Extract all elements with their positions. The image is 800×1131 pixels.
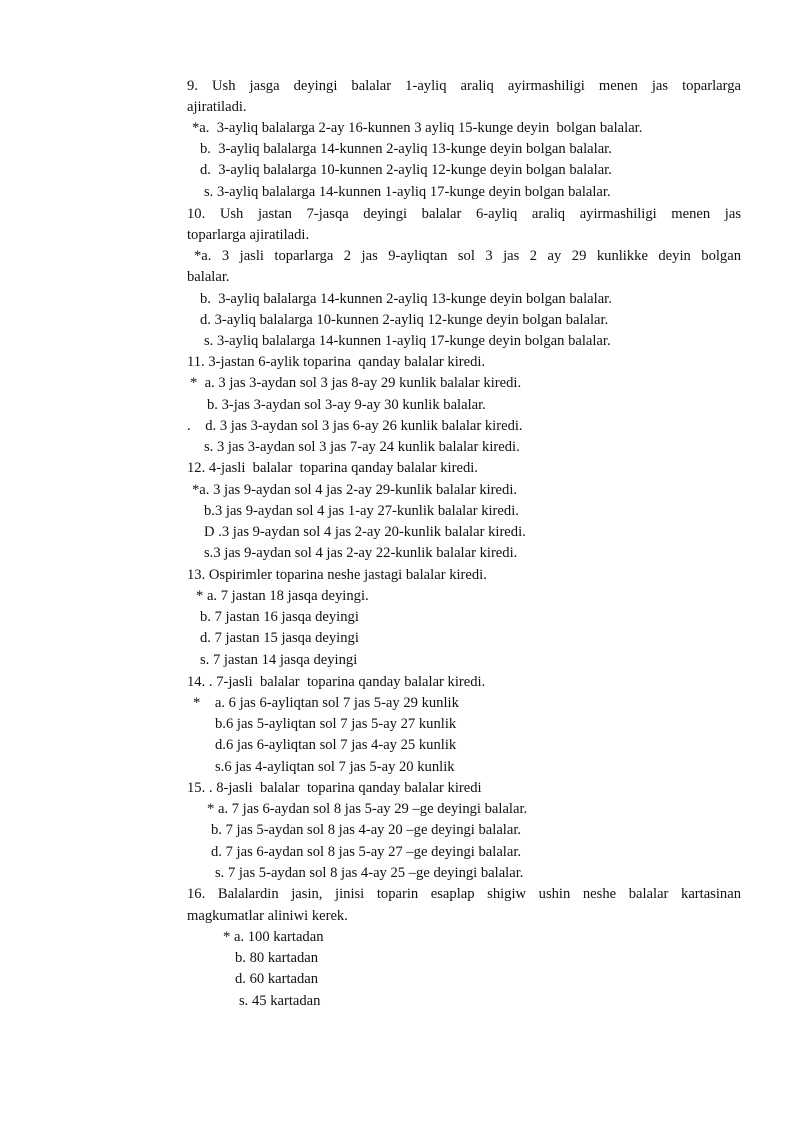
question-11-option-a: * a. 3 jas 3-aydan sol 3 jas 8-ay 29 kunlik balalar kiredi. <box>190 375 522 391</box>
question-15-option-a: * a. 7 jas 6-aydan sol 8 jas 5-ay 29 –ge deyingi balalar. <box>207 801 528 817</box>
question-12-option-b: b.3 jas 9-aydan sol 4 jas 1-ay 27-kunlik balalar kiredi. <box>204 503 519 519</box>
question-14-option-b: b.6 jas 5-ayliqtan sol 7 jas 5-ay 27 kunlik <box>215 716 457 732</box>
question-12-stem: 12. 4-jasli balalar toparina qanday balalar kiredi. <box>187 460 478 476</box>
question-10-stem-line-2: toparlarga ajiratiladi. <box>187 227 310 243</box>
question-14-stem: 14. . 7-jasli balalar toparina qanday balalar kiredi. <box>187 674 486 690</box>
question-14-option-s: s.6 jas 4-ayliqtan sol 7 jas 5-ay 20 kunlik <box>215 759 455 775</box>
question-13-stem: 13. Ospirimler toparina neshe jastagi balalar kiredi. <box>187 567 487 583</box>
question-11-option-b: b. 3-jas 3-aydan sol 3-ay 9-ay 30 kunlik balalar. <box>207 397 486 413</box>
question-16-option-b: b. 80 kartadan <box>235 950 319 966</box>
question-16-stem-line-2: magkumatlar aliniwi kerek. <box>187 908 348 924</box>
question-12-option-s: s.3 jas 9-aydan sol 4 jas 2-ay 22-kunlik balalar kiredi. <box>204 545 518 561</box>
question-9-stem-line-1: 9. Ush jasga deyingi balalar 1-ayliq araliq ayirmashiligi menen jas toparlarga <box>187 78 741 94</box>
question-15-option-s: s. 7 jas 5-aydan sol 8 jas 4-ay 25 –ge deyingi balalar. <box>215 865 524 881</box>
question-14-option-a: * a. 6 jas 6-ayliqtan sol 7 jas 5-ay 29 kunlik <box>193 695 459 711</box>
question-15-option-d: d. 7 jas 6-aydan sol 8 jas 5-ay 27 –ge deyingi balalar. <box>211 844 522 860</box>
question-10-option-a-continued: balalar. <box>187 269 230 285</box>
question-10-option-a: *a. 3 jasli toparlarga 2 jas 9-ayliqtan sol 3 jas 2 ay 29 kunlikke deyin bolgan <box>194 248 741 264</box>
question-16-option-a: * a. 100 kartadan <box>223 929 324 945</box>
question-11-option-d: . d. 3 jas 3-aydan sol 3 jas 6-ay 26 kunlik balalar kiredi. <box>187 418 523 434</box>
question-13-option-d: d. 7 jastan 15 jasqa deyingi <box>200 630 359 646</box>
question-11-stem: 11. 3-jastan 6-aylik toparina qanday balalar kiredi. <box>187 354 486 370</box>
question-10-option-d: d. 3-ayliq balalarga 10-kunnen 2-ayliq 12-kunge deyin bolgan balalar. <box>200 312 609 328</box>
question-12-option-a: *a. 3 jas 9-aydan sol 4 jas 2-ay 29-kunlik balalar kiredi. <box>192 482 518 498</box>
question-9-option-a: *a. 3-ayliq balalarga 2-ay 16-kunnen 3 ayliq 15-kunge deyin bolgan balalar. <box>192 120 643 136</box>
question-16-option-d: d. 60 kartadan <box>235 971 319 987</box>
question-9-option-b: b. 3-ayliq balalarga 14-kunnen 2-ayliq 13-kunge deyin bolgan balalar. <box>200 141 612 157</box>
question-9-stem-line-2: ajiratiladi. <box>187 99 247 115</box>
question-14-option-d: d.6 jas 6-ayliqtan sol 7 jas 4-ay 25 kunlik <box>215 737 457 753</box>
question-16-option-s: s. 45 kartadan <box>239 993 321 1009</box>
question-13-option-s: s. 7 jastan 14 jasqa deyingi <box>200 652 358 668</box>
question-9-option-d: d. 3-ayliq balalarga 10-kunnen 2-ayliq 12-kunge deyin bolgan balalar. <box>200 162 612 178</box>
question-13-option-a: * a. 7 jastan 18 jasqa deyingi. <box>196 588 369 604</box>
question-10-option-b: b. 3-ayliq balalarga 14-kunnen 2-ayliq 13-kunge deyin bolgan balalar. <box>200 291 612 307</box>
question-15-stem: 15. . 8-jasli balalar toparina qanday balalar kiredi <box>187 780 482 796</box>
question-13-option-b: b. 7 jastan 16 jasqa deyingi <box>200 609 359 625</box>
question-16-stem-line-1: 16. Balalardin jasin, jinisi toparin esaplap shigiw ushin neshe balalar kartasinan <box>187 886 741 902</box>
question-9-option-s: s. 3-ayliq balalarga 14-kunnen 1-ayliq 17-kunge deyin bolgan balalar. <box>204 184 611 200</box>
question-10-stem-line-1: 10. Ush jastan 7-jasqa deyingi balalar 6-ayliq araliq ayirmashiligi menen jas <box>187 206 741 222</box>
question-15-option-b: b. 7 jas 5-aydan sol 8 jas 4-ay 20 –ge deyingi balalar. <box>211 822 522 838</box>
question-11-option-s: s. 3 jas 3-aydan sol 3 jas 7-ay 24 kunlik balalar kiredi. <box>204 439 520 455</box>
question-12-option-d: D .3 jas 9-aydan sol 4 jas 2-ay 20-kunlik balalar kiredi. <box>204 524 526 540</box>
question-10-option-s: s. 3-ayliq balalarga 14-kunnen 1-ayliq 17-kunge deyin bolgan balalar. <box>204 333 611 349</box>
